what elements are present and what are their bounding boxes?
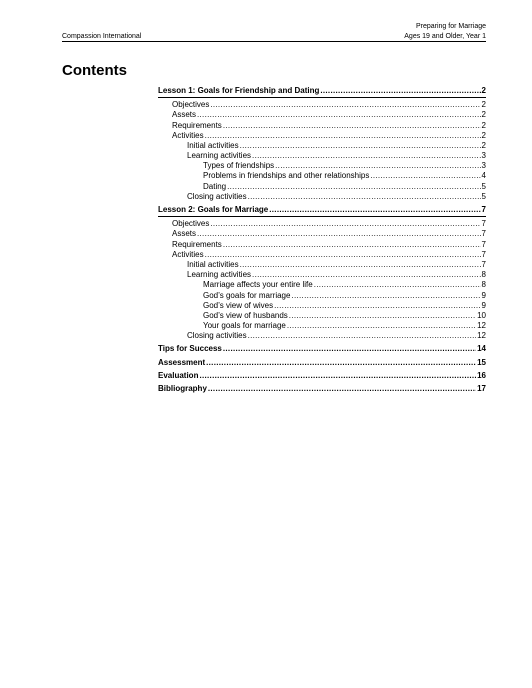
toc-entry-page: 12 bbox=[477, 331, 486, 341]
toc-entry-label: Initial activities bbox=[187, 140, 239, 150]
toc-entry-page: 2 bbox=[481, 140, 486, 150]
toc-entry-page: 2 bbox=[481, 120, 486, 130]
toc-entry[interactable] bbox=[158, 301, 486, 311]
toc-entry-label: God’s view of wives bbox=[203, 300, 274, 310]
toc-entry-label: Objectives bbox=[172, 219, 210, 229]
toc-entry[interactable] bbox=[158, 291, 486, 301]
toc-entry[interactable] bbox=[158, 110, 486, 120]
toc-entry[interactable] bbox=[158, 345, 486, 355]
toc-entry-label: Bibliography bbox=[158, 384, 207, 394]
toc-leader-dots bbox=[314, 280, 481, 290]
toc-entry-label: Requirements bbox=[172, 120, 222, 130]
toc-entry-label: Tips for Success bbox=[158, 344, 222, 354]
toc-entry-page: 8 bbox=[481, 280, 486, 290]
toc-entry-page: 7 bbox=[481, 229, 486, 239]
toc-entry[interactable] bbox=[158, 161, 486, 171]
toc-entry[interactable] bbox=[158, 205, 486, 217]
toc-entry[interactable] bbox=[158, 384, 486, 394]
toc-entry[interactable] bbox=[158, 280, 486, 290]
toc-entry-page: 9 bbox=[481, 290, 486, 300]
toc-leader-dots bbox=[206, 358, 476, 368]
toc-entry-page: 2 bbox=[481, 110, 486, 120]
toc-entry[interactable] bbox=[158, 151, 486, 161]
toc-entry-label: Requirements bbox=[172, 239, 222, 249]
toc-entry[interactable] bbox=[158, 219, 486, 229]
toc-leader-dots bbox=[199, 371, 476, 381]
toc-entry-label: Learning activities bbox=[187, 270, 252, 280]
toc-leader-dots bbox=[240, 141, 481, 151]
toc-entry-page: 7 bbox=[481, 249, 486, 259]
page-title: Contents bbox=[62, 62, 127, 79]
toc-entry-page: 10 bbox=[477, 310, 486, 320]
toc-entry-label: Problems in friendships and other relationships bbox=[203, 171, 370, 181]
toc-leader-dots bbox=[252, 151, 481, 161]
toc-entry[interactable] bbox=[158, 121, 486, 131]
toc-entry-page: 3 bbox=[481, 161, 486, 171]
header-rule bbox=[62, 41, 486, 42]
toc-entry[interactable] bbox=[158, 321, 486, 331]
toc-leader-dots bbox=[252, 270, 481, 280]
running-header-title bbox=[404, 22, 486, 42]
toc-entry[interactable] bbox=[158, 172, 486, 182]
toc-leader-dots bbox=[223, 240, 481, 250]
toc-leader-dots bbox=[269, 205, 480, 215]
toc-entry-page: 7 bbox=[481, 259, 486, 269]
toc-leader-dots bbox=[210, 219, 480, 229]
toc-entry[interactable] bbox=[158, 192, 486, 202]
toc-entry[interactable] bbox=[158, 86, 486, 98]
toc-entry-label: Assets bbox=[172, 110, 197, 120]
header-org-name: Compassion International bbox=[62, 33, 142, 40]
toc-entry-label: Dating bbox=[203, 181, 227, 191]
toc-leader-dots bbox=[223, 344, 476, 354]
toc-entry-label: Your goals for marriage bbox=[203, 321, 286, 331]
toc-leader-dots bbox=[197, 110, 481, 120]
toc-entry-page: 17 bbox=[477, 384, 486, 394]
toc-entry-page: 16 bbox=[477, 370, 486, 380]
toc-leader-dots bbox=[291, 291, 480, 301]
toc-entry[interactable] bbox=[158, 358, 486, 368]
toc-entry-label: Initial activities bbox=[187, 259, 239, 269]
toc-entry-label: Lesson 2: Goals for Marriage bbox=[158, 205, 269, 215]
toc-entry-label: Activities bbox=[172, 249, 204, 259]
toc-leader-dots bbox=[197, 229, 481, 239]
toc-entry-page: 7 bbox=[481, 205, 486, 215]
toc-entry[interactable] bbox=[158, 131, 486, 141]
toc-entry-label: Closing activities bbox=[187, 331, 247, 341]
toc-entry-label: Closing activities bbox=[187, 191, 247, 201]
toc-entry[interactable] bbox=[158, 240, 486, 250]
header-title-line1: Preparing for Marriage bbox=[415, 23, 486, 30]
toc-entry[interactable] bbox=[158, 270, 486, 280]
toc-entry-label: Activities bbox=[172, 130, 204, 140]
toc-entry-label: Learning activities bbox=[187, 151, 252, 161]
toc-entry[interactable] bbox=[158, 260, 486, 270]
toc-entry-page: 3 bbox=[481, 151, 486, 161]
toc-leader-dots bbox=[248, 331, 477, 341]
toc-entry-page: 15 bbox=[477, 357, 486, 367]
toc-leader-dots bbox=[289, 311, 476, 321]
toc-entry-page: 12 bbox=[477, 321, 486, 331]
toc-entry-page: 14 bbox=[477, 344, 486, 354]
toc-entry-label: Assets bbox=[172, 229, 197, 239]
toc-entry-page: 7 bbox=[481, 219, 486, 229]
toc-entry[interactable] bbox=[158, 371, 486, 381]
toc-leader-dots bbox=[210, 100, 480, 110]
toc-entry[interactable] bbox=[158, 311, 486, 321]
toc-entry[interactable] bbox=[158, 141, 486, 151]
toc-entry-page: 2 bbox=[481, 130, 486, 140]
toc-entry-label: Types of friendships bbox=[203, 161, 275, 171]
toc-entry[interactable] bbox=[158, 229, 486, 239]
header-title-line2: Ages 19 and Older, Year 1 bbox=[404, 33, 486, 40]
toc-entry-label: Objectives bbox=[172, 100, 210, 110]
toc-leader-dots bbox=[205, 250, 481, 260]
toc-entry-label: God’s goals for marriage bbox=[203, 290, 291, 300]
toc-entry-page: 8 bbox=[481, 270, 486, 280]
toc-leader-dots bbox=[287, 321, 476, 331]
toc-leader-dots bbox=[205, 131, 481, 141]
toc-entry-label: God’s view of husbands bbox=[203, 310, 288, 320]
toc-entry[interactable] bbox=[158, 182, 486, 192]
toc-leader-dots bbox=[227, 182, 480, 192]
table-of-contents bbox=[158, 86, 486, 394]
toc-leader-dots bbox=[208, 384, 476, 394]
toc-entry[interactable] bbox=[158, 331, 486, 341]
toc-leader-dots bbox=[274, 301, 480, 311]
toc-leader-dots bbox=[248, 192, 481, 202]
toc-entry-label: Lesson 1: Goals for Friendship and Dating bbox=[158, 85, 320, 95]
toc-entry[interactable] bbox=[158, 250, 486, 260]
toc-entry-label: Evaluation bbox=[158, 370, 199, 380]
toc-entry-page: 2 bbox=[481, 100, 486, 110]
toc-leader-dots bbox=[240, 260, 481, 270]
toc-entry-page: 9 bbox=[481, 300, 486, 310]
toc-entry-page: 5 bbox=[481, 191, 486, 201]
toc-entry-label: Marriage affects your entire life bbox=[203, 280, 313, 290]
toc-entry-page: 4 bbox=[481, 171, 486, 181]
toc-leader-dots bbox=[320, 86, 480, 96]
toc-entry-label: Assessment bbox=[158, 357, 206, 367]
toc-entry[interactable] bbox=[158, 100, 486, 110]
toc-leader-dots bbox=[370, 171, 480, 181]
toc-leader-dots bbox=[223, 121, 481, 131]
toc-leader-dots bbox=[275, 161, 480, 171]
toc-entry-page: 7 bbox=[481, 239, 486, 249]
toc-entry-page: 5 bbox=[481, 181, 486, 191]
toc-entry-page: 2 bbox=[481, 85, 486, 95]
